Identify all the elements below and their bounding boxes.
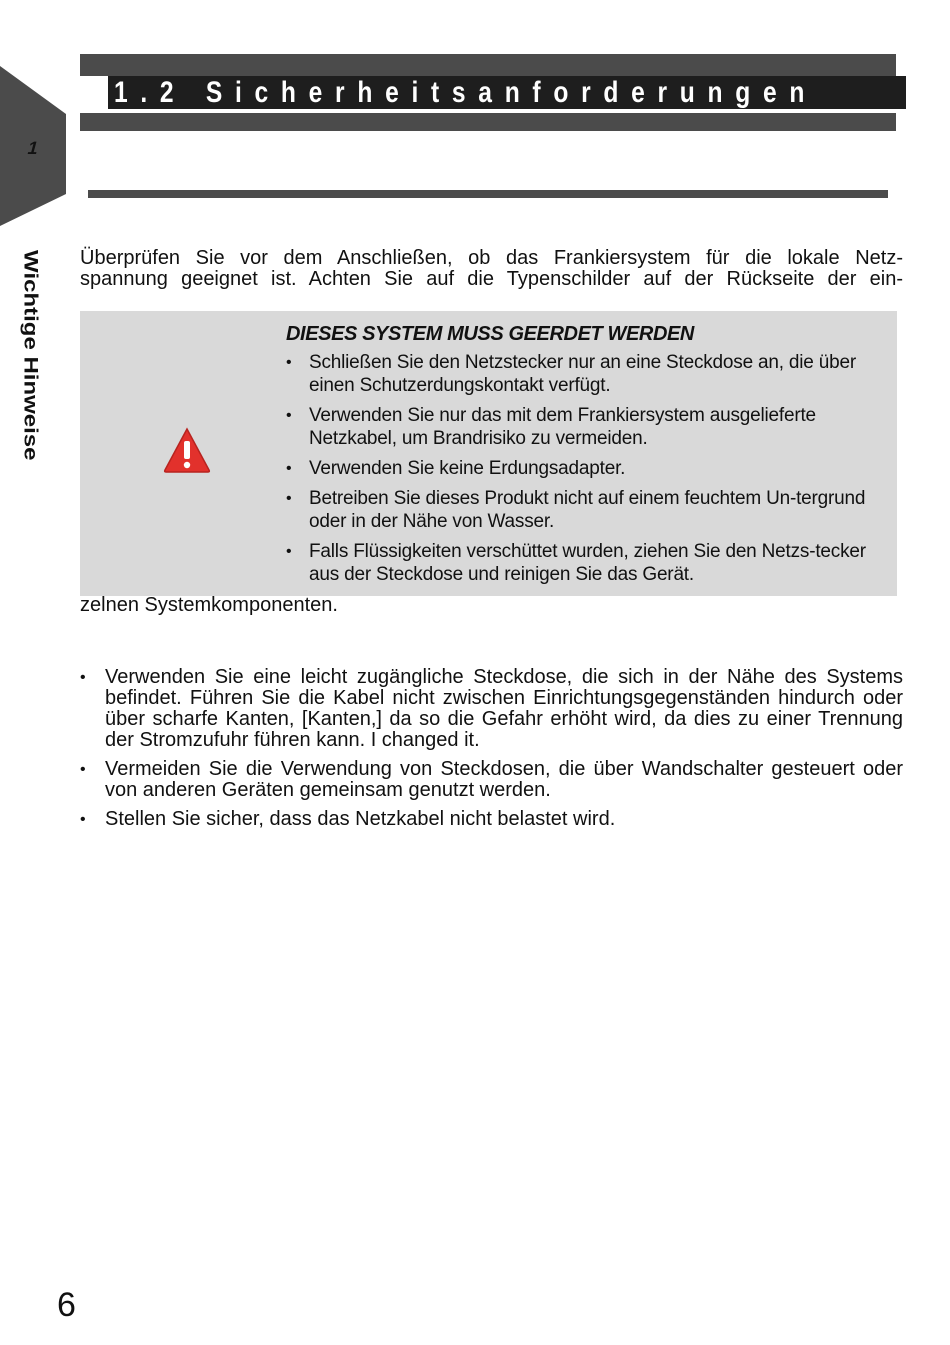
safety-list-item: • Verwenden Sie eine leicht zugängliche Steckdose, die sich in der Nähe des Systems befindet. Führen Sie die Kabel nicht zwischen Einrichtungsgegenständen hindurch oder über scharfe Kanten, [Kanten,] da so die Gefahr erhöht wird, da dies zu einer Trennung der Stromzufuhr führen kann. I changed it. — [80, 667, 903, 751]
warning-list-item: • Falls Flüssigkeiten verschüttet wurden, ziehen Sie den Netzs-tecker aus der Steckdose und reinigen Sie das Gerät. — [286, 540, 876, 586]
section-heading-box — [108, 76, 906, 109]
warning-box — [80, 311, 897, 596]
warning-list-item: • Betreiben Sie dieses Produkt nicht auf einem feuchtem Un-tergrund oder in der Nähe von Wasser. — [286, 487, 876, 533]
safety-list-item: • Stellen Sie sicher, dass das Netzkabel nicht belastet wird. — [80, 809, 903, 830]
warning-triangle-icon — [162, 426, 212, 474]
page-number: 6 — [57, 1286, 76, 1324]
header-bar-bottom — [80, 113, 896, 131]
intro-paragraph — [80, 248, 903, 290]
header-bar-top — [80, 54, 896, 76]
safety-list — [80, 667, 903, 838]
warning-list-item: • Verwenden Sie nur das mit dem Frankiersystem ausgelieferte Netzkabel, um Brandrisiko zu vermeiden. — [286, 404, 876, 450]
section-rule — [88, 190, 888, 198]
section-heading: 1.2 Sicherheitsanforderungen — [114, 76, 818, 109]
warning-list — [286, 351, 876, 593]
intro-line: spannung geeignet ist. Achten Sie auf die Typenschilder auf der Rückseite der ein- — [80, 268, 903, 290]
intro-continuation: zelnen Systemkomponenten. — [80, 594, 338, 616]
chapter-side-label: Wichtige Hinweise — [19, 250, 42, 461]
intro-line: Überprüfen Sie vor dem Anschließen, ob das Frankiersystem für die lokale Netz- — [80, 247, 903, 269]
warning-list-item: • Verwenden Sie keine Erdungsadapter. — [286, 457, 876, 480]
safety-list-item: • Vermeiden Sie die Verwendung von Steckdosen, die über Wandschalter gesteuert oder von anderen Geräten gemeinsam genutzt werden. — [80, 759, 903, 801]
chapter-number: 1 — [25, 138, 41, 158]
warning-title: DIESES SYSTEM MUSS GEERDET WERDEN — [286, 323, 694, 345]
warning-list-item: • Schließen Sie den Netzstecker nur an eine Steckdose an, die über einen Schutzerdungskontakt verfügt. — [286, 351, 876, 397]
